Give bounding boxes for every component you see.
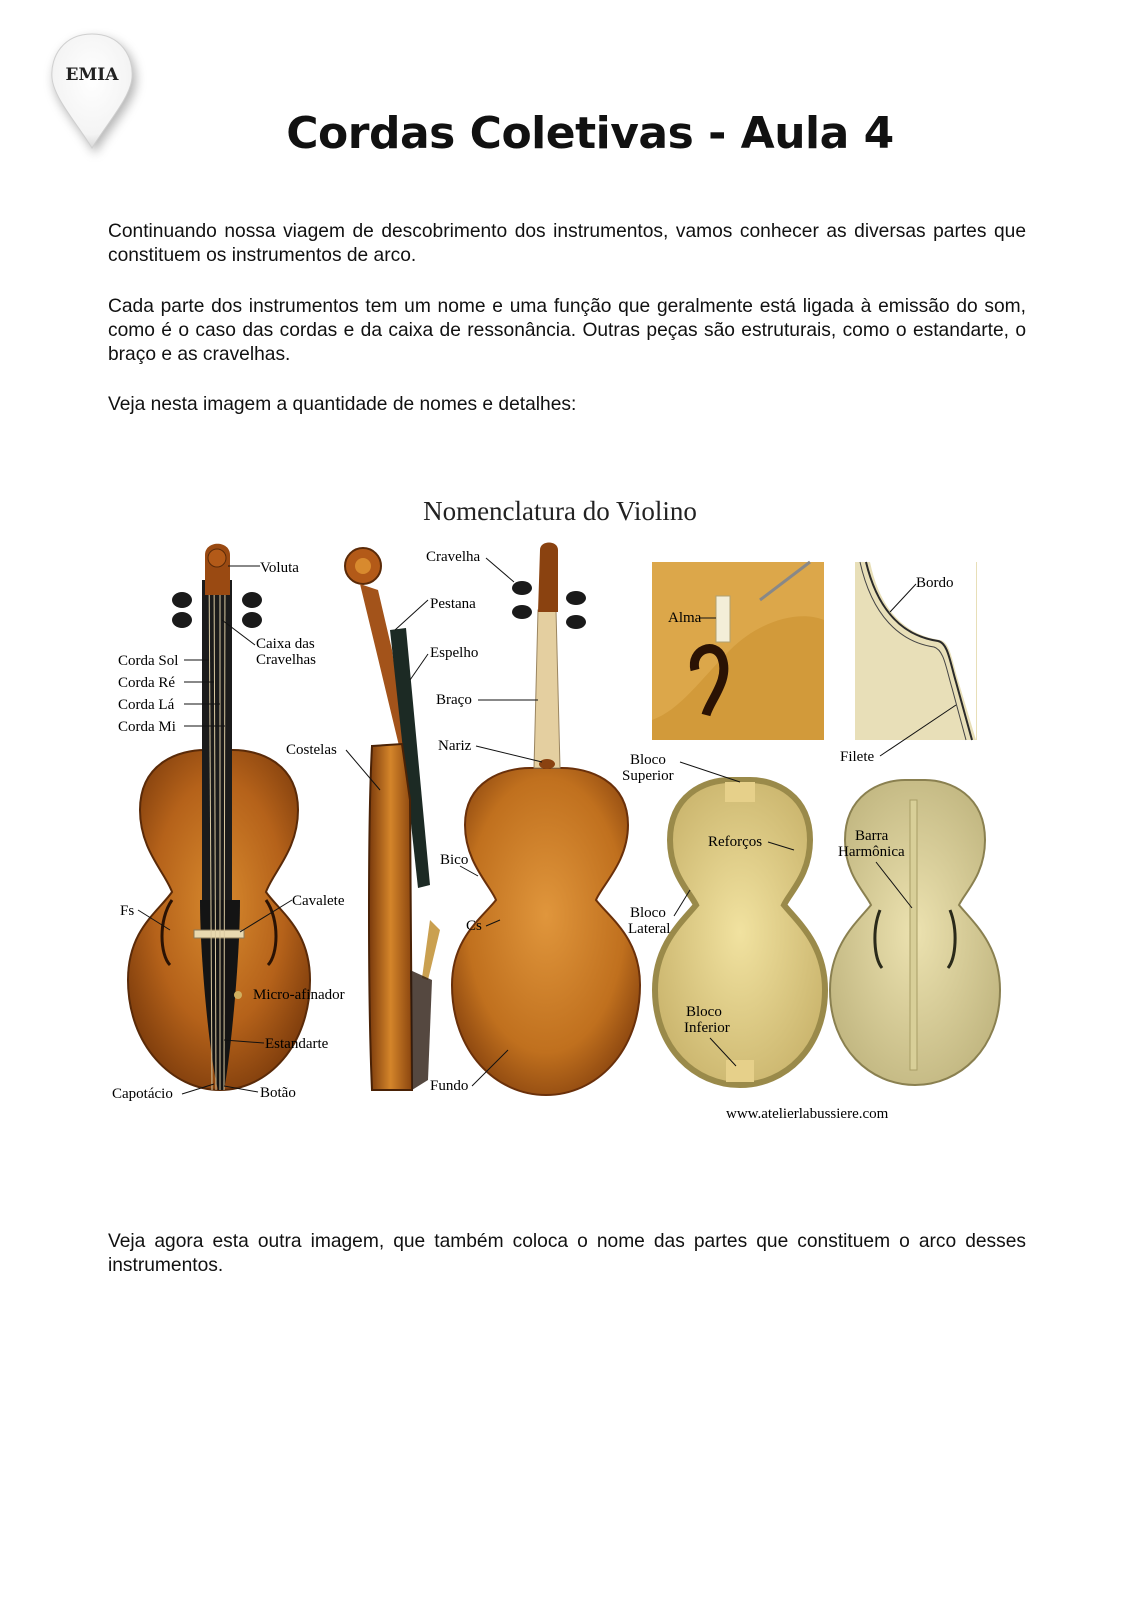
label-corda-sol: Corda Sol (118, 653, 179, 669)
label-corda-re: Corda Ré (118, 675, 176, 691)
figure-credit: www.atelierlabussiere.com (726, 1106, 889, 1122)
label-costelas: Costelas (286, 742, 337, 758)
violin-front-image (128, 544, 310, 1090)
label-corda-mi: Corda Mi (118, 719, 176, 735)
alma-photo (652, 562, 824, 740)
bow-paragraph: Veja agora esta outra imagem, que também coloca o nome das partes que constituem o arco desses instrumentos. (108, 1231, 1026, 1276)
intro-paragraph: Continuando nossa viagem de descobrimento dos instrumentos, vamos conhecer as diversas partes que constituem os instrumentos de arco. (108, 221, 1026, 266)
label-fundo: Fundo (430, 1078, 469, 1094)
label-caixa-das-cravelhas-2: Cravelhas (256, 652, 316, 668)
label-bordo: Bordo (916, 575, 954, 591)
label-caixa-das-cravelhas-1: Caixa das (256, 636, 315, 652)
label-reforcos: Reforços (708, 834, 763, 850)
label-bloco-lateral-1: Bloco (630, 905, 666, 921)
label-bloco-lateral-2: Lateral (628, 921, 671, 937)
label-pestana: Pestana (430, 596, 476, 612)
label-cravelha: Cravelha (426, 549, 481, 565)
figure-title: Nomenclatura do Violino (423, 500, 697, 526)
violin-top-plate-image (830, 780, 1000, 1085)
bordo-filete-photo (840, 562, 977, 765)
label-bloco-inferior-1: Bloco (686, 1004, 722, 1020)
logo-text: EMIA (65, 65, 119, 85)
label-estandarte: Estandarte (265, 1036, 329, 1052)
label-fs: Fs (120, 903, 135, 919)
label-bloco-inferior-2: Inferior (684, 1020, 730, 1036)
label-barra-harmonica-2: Harmônica (838, 844, 905, 860)
label-nariz: Nariz (438, 738, 472, 754)
label-micro-afinador: Micro-afinador (253, 987, 345, 1003)
label-filete: Filete (840, 749, 875, 765)
label-bloco-superior-2: Superior (622, 768, 674, 784)
label-barra-harmonica-1: Barra (855, 828, 889, 844)
label-botao: Botão (260, 1085, 296, 1101)
label-cavalete: Cavalete (292, 893, 345, 909)
label-voluta: Voluta (260, 560, 299, 576)
emia-logo (40, 28, 150, 178)
parts-paragraph: Cada parte dos instrumentos tem um nome e uma função que geralmente está ligada à emissão do som, como é o caso das cordas e da caixa de ressonância. Outras peças são estruturais, como o estandarte, o braço e as cravelhas. (108, 296, 1026, 365)
violin-interior-image (655, 780, 825, 1085)
label-corda-la: Corda Lá (118, 697, 175, 713)
violin-nomenclature-figure (110, 500, 1030, 1160)
label-bloco-superior-1: Bloco (630, 752, 666, 768)
label-bico: Bico (440, 852, 469, 868)
violin-side-image (345, 548, 440, 1090)
label-cs: Cs (466, 918, 482, 934)
label-espelho: Espelho (430, 645, 479, 661)
location-pin-icon (40, 28, 150, 178)
label-alma: Alma (668, 610, 702, 626)
image-intro-paragraph: Veja nesta imagem a quantidade de nomes e detalhes: (108, 394, 577, 415)
violin-back-image (452, 543, 640, 1096)
label-braco: Braço (436, 692, 472, 708)
label-capotacio: Capotácio (112, 1086, 173, 1102)
page-title: Cordas Coletivas - Aula 4 (286, 108, 894, 159)
